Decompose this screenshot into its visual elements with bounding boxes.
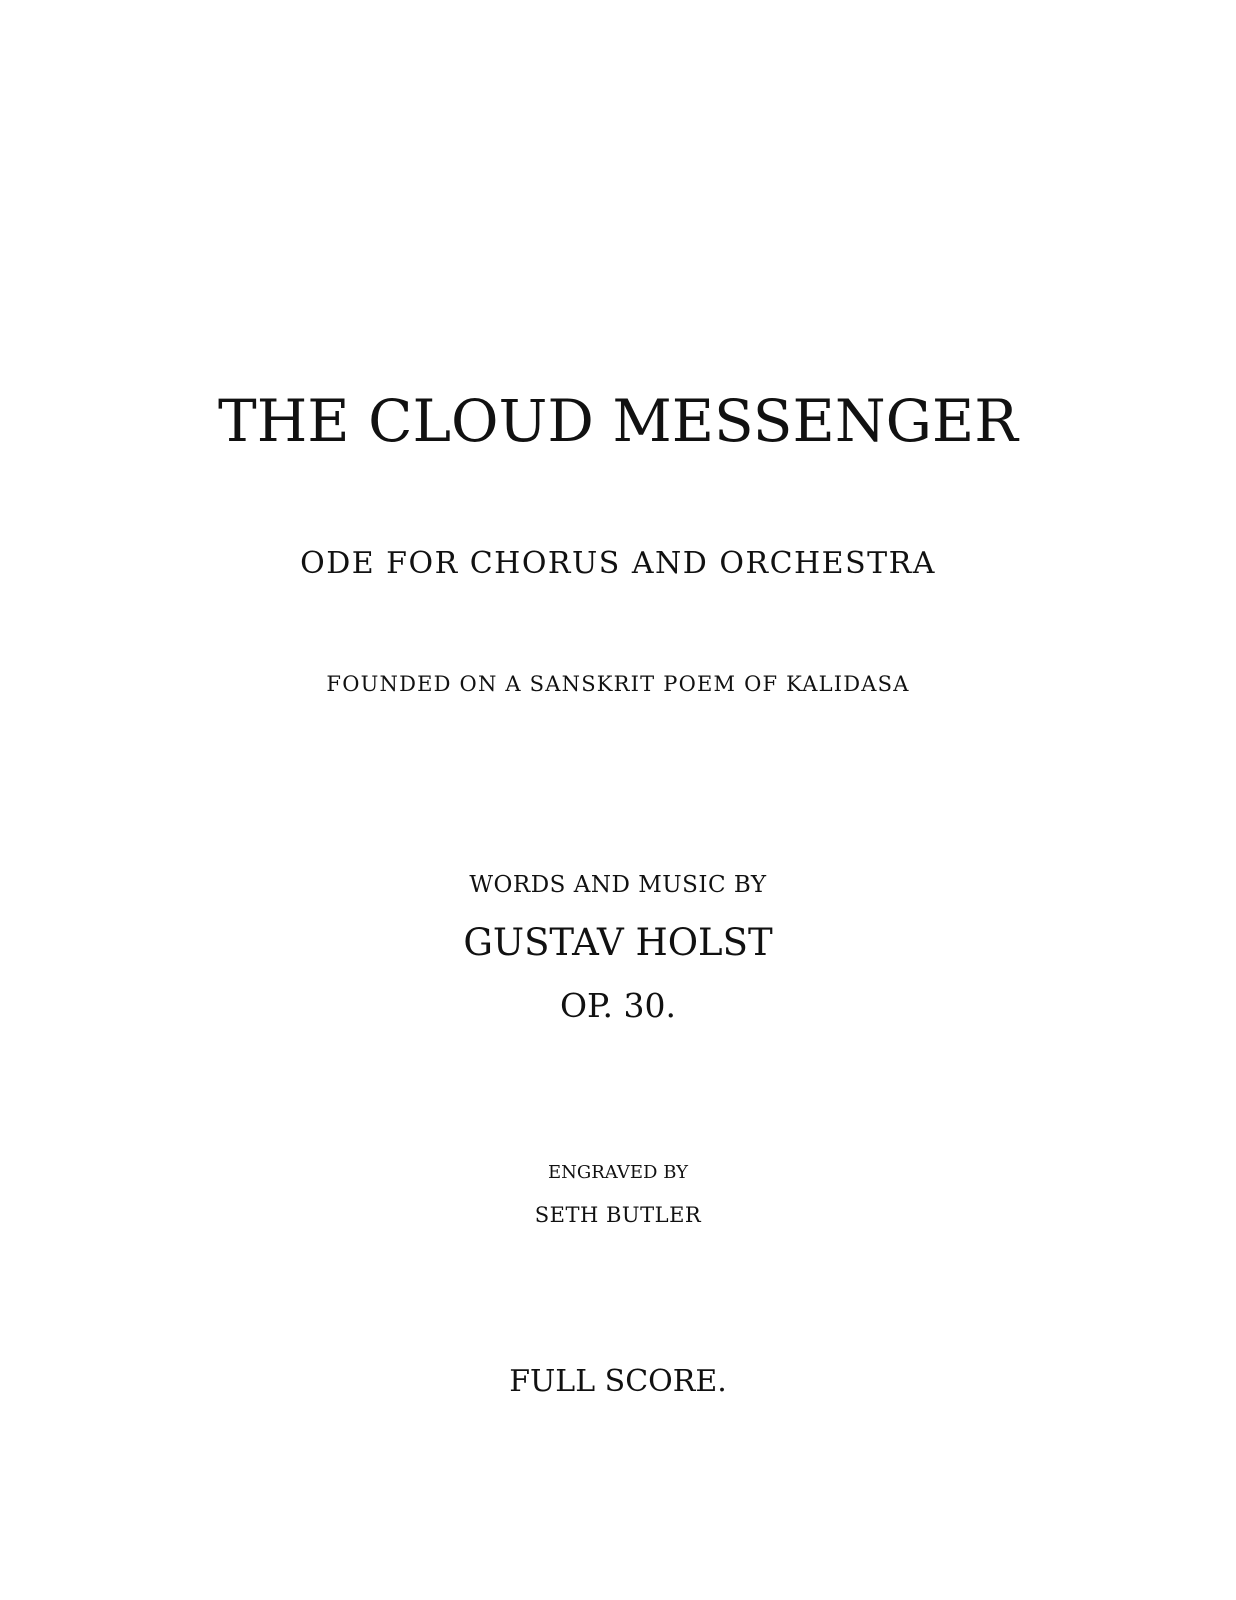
engraved-label: ENGRAVED BY	[547, 1162, 688, 1183]
source-note: FOUNDED ON A SANSKRIT POEM OF KALIDASA	[326, 672, 910, 696]
work-title: THE CLOUD MESSENGER	[218, 387, 1018, 455]
edition-type: FULL SCORE.	[509, 1364, 727, 1399]
engraver-name: SETH BUTLER	[534, 1203, 702, 1227]
opus-number: OP. 30.	[559, 986, 677, 1025]
credit-label: WORDS AND MUSIC BY	[469, 872, 767, 898]
composer-name: GUSTAV HOLST	[463, 921, 773, 964]
work-subtitle: ODE FOR CHORUS AND ORCHESTRA	[300, 546, 936, 581]
